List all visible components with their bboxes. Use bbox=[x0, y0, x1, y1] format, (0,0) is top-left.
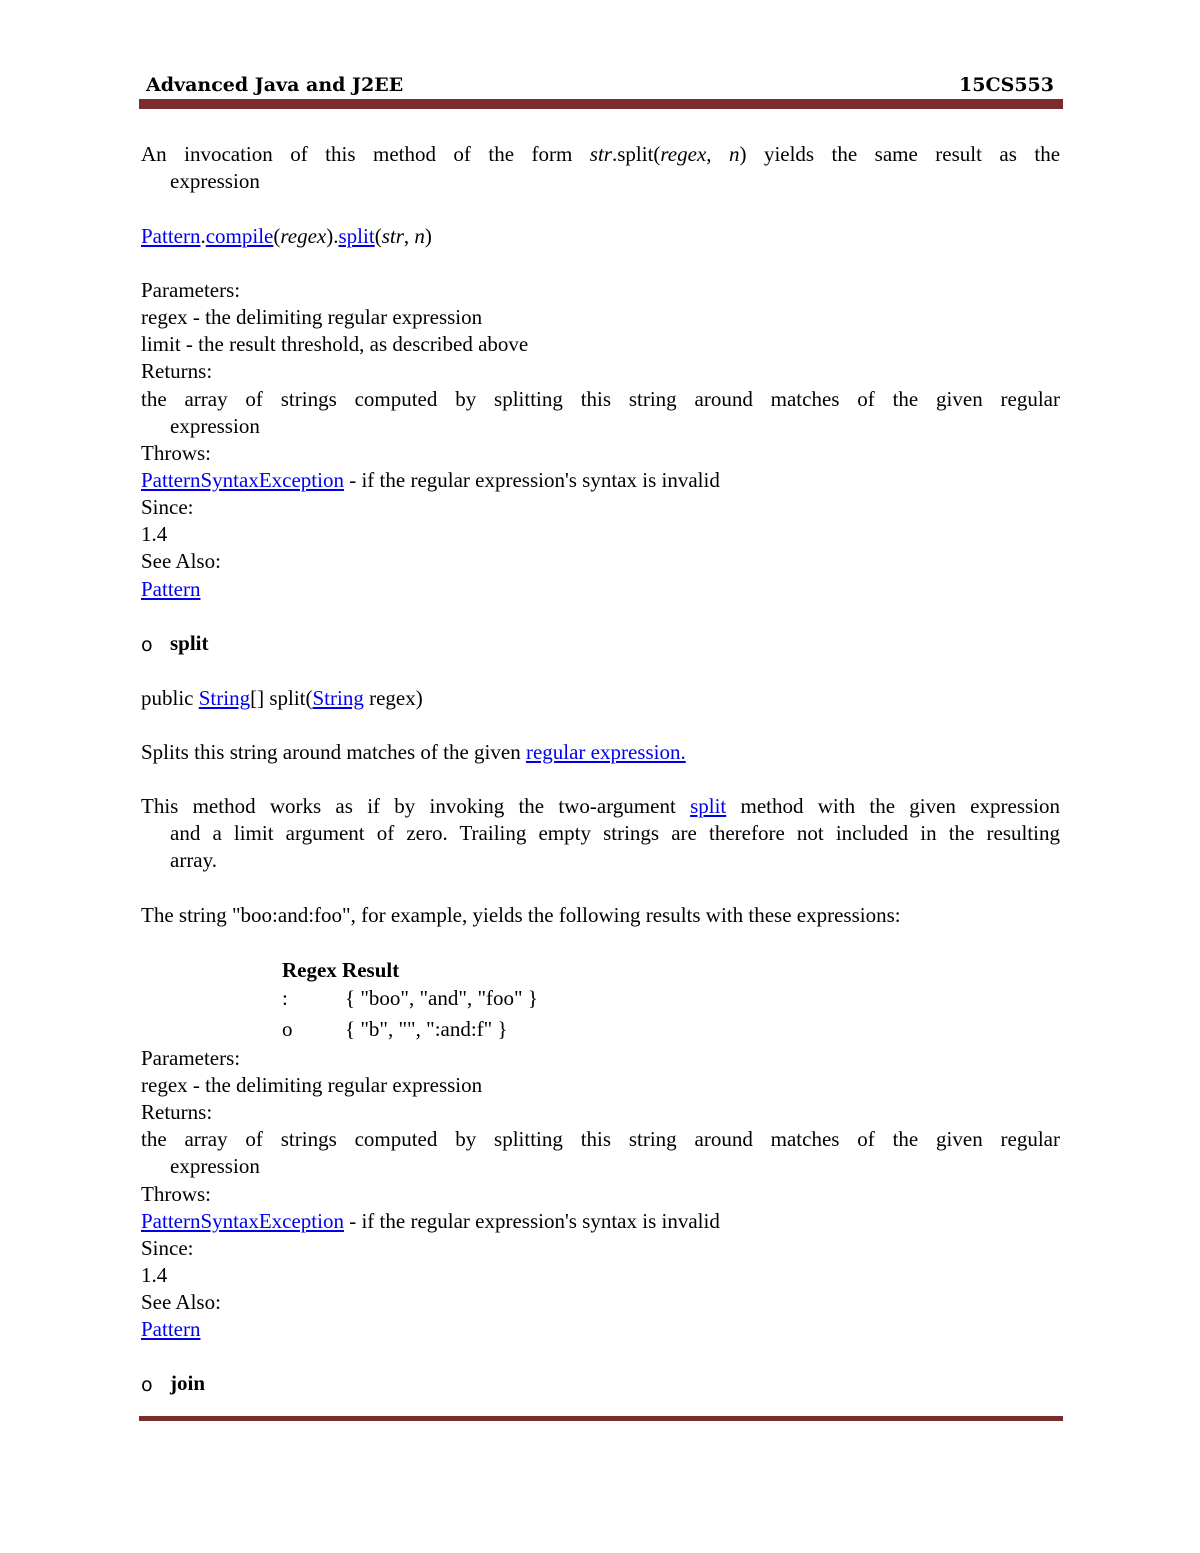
table-cell-result: { "b", "", ":and:f" } bbox=[345, 1017, 508, 1041]
since-value: 1.4 bbox=[141, 522, 168, 546]
pattern-link[interactable]: Pattern bbox=[141, 224, 201, 248]
intro-line-continued: expression bbox=[170, 169, 260, 193]
returns-text-continued: expression bbox=[170, 414, 260, 438]
regular-expression-link[interactable]: regular expression. bbox=[525, 740, 686, 764]
see-also-value bbox=[141, 1316, 200, 1343]
returns-label: Returns: bbox=[141, 359, 213, 383]
table-header: Regex Result bbox=[282, 958, 400, 982]
pattern-link[interactable]: Pattern bbox=[141, 577, 201, 601]
header-title: Advanced Java and J2EE bbox=[146, 74, 404, 96]
header-rule bbox=[139, 99, 1063, 109]
param-regex: regex - the delimiting regular expression bbox=[141, 1073, 483, 1097]
example-intro: The string "boo:and:foo", for example, yields the following results with these expressions: bbox=[141, 903, 901, 927]
table-cell-regex: : bbox=[282, 986, 288, 1010]
intro-line: An invocation of this method of the form str.split(regex, n) yields the same result as the bbox=[141, 142, 1061, 166]
method-title: split bbox=[170, 631, 209, 655]
method-detail: This method works as if by invoking the two-argument split method with the given expression bbox=[141, 794, 1060, 818]
returns-text: the array of strings computed by splitting this string around matches of the given regular bbox=[141, 1127, 1060, 1151]
parameters-label: Parameters: bbox=[141, 1046, 241, 1070]
param-regex: regex - the delimiting regular expression bbox=[141, 305, 483, 329]
see-also-label: See Also: bbox=[141, 1290, 221, 1314]
bullet-icon: o bbox=[141, 634, 153, 656]
pattern-syntax-exception-link[interactable]: PatternSyntaxException bbox=[141, 1209, 344, 1233]
returns-text: the array of strings computed by splitting this string around matches of the given regular bbox=[141, 387, 1060, 411]
since-value: 1.4 bbox=[141, 1263, 168, 1287]
throws-label: Throws: bbox=[141, 441, 211, 465]
see-also-value bbox=[141, 576, 200, 603]
parameters-label: Parameters: bbox=[141, 278, 241, 302]
string-link[interactable]: String bbox=[312, 686, 364, 710]
compile-link[interactable]: compile bbox=[205, 224, 274, 248]
since-label: Since: bbox=[141, 495, 194, 519]
split-link[interactable]: split bbox=[690, 794, 727, 818]
throws-text: PatternSyntaxException - if the regular expression's syntax is invalid bbox=[141, 1209, 720, 1233]
see-also-label: See Also: bbox=[141, 549, 221, 573]
method-description: Splits this string around matches of the given regular expression. bbox=[141, 740, 686, 764]
table-cell-regex: o bbox=[282, 1017, 293, 1041]
string-link[interactable]: String bbox=[198, 686, 251, 710]
header-course-code: 15CS553 bbox=[959, 74, 1054, 96]
returns-text-continued: expression bbox=[170, 1154, 260, 1178]
split-link[interactable]: split bbox=[338, 224, 375, 248]
method-title: join bbox=[170, 1371, 206, 1395]
footer-rule bbox=[139, 1416, 1063, 1421]
param-limit: limit - the result threshold, as described above bbox=[141, 332, 529, 356]
table-cell-result: { "boo", "and", "foo" } bbox=[345, 986, 538, 1010]
since-label: Since: bbox=[141, 1236, 194, 1260]
pattern-expression: Pattern.compile(regex).split(str, n) bbox=[141, 224, 432, 248]
returns-label: Returns: bbox=[141, 1100, 213, 1124]
method-detail-continued: array. bbox=[170, 848, 218, 872]
bullet-icon: o bbox=[141, 1374, 153, 1396]
page-header bbox=[146, 70, 1054, 100]
throws-label: Throws: bbox=[141, 1182, 211, 1206]
method-signature: public String[] split(String regex) bbox=[141, 686, 423, 710]
throws-text: PatternSyntaxException - if the regular expression's syntax is invalid bbox=[141, 468, 720, 492]
pattern-link[interactable]: Pattern bbox=[141, 1317, 201, 1341]
method-detail-continued: and a limit argument of zero. Trailing empty strings are therefore not included in the resulting bbox=[170, 821, 1060, 845]
pattern-syntax-exception-link[interactable]: PatternSyntaxException bbox=[141, 468, 344, 492]
